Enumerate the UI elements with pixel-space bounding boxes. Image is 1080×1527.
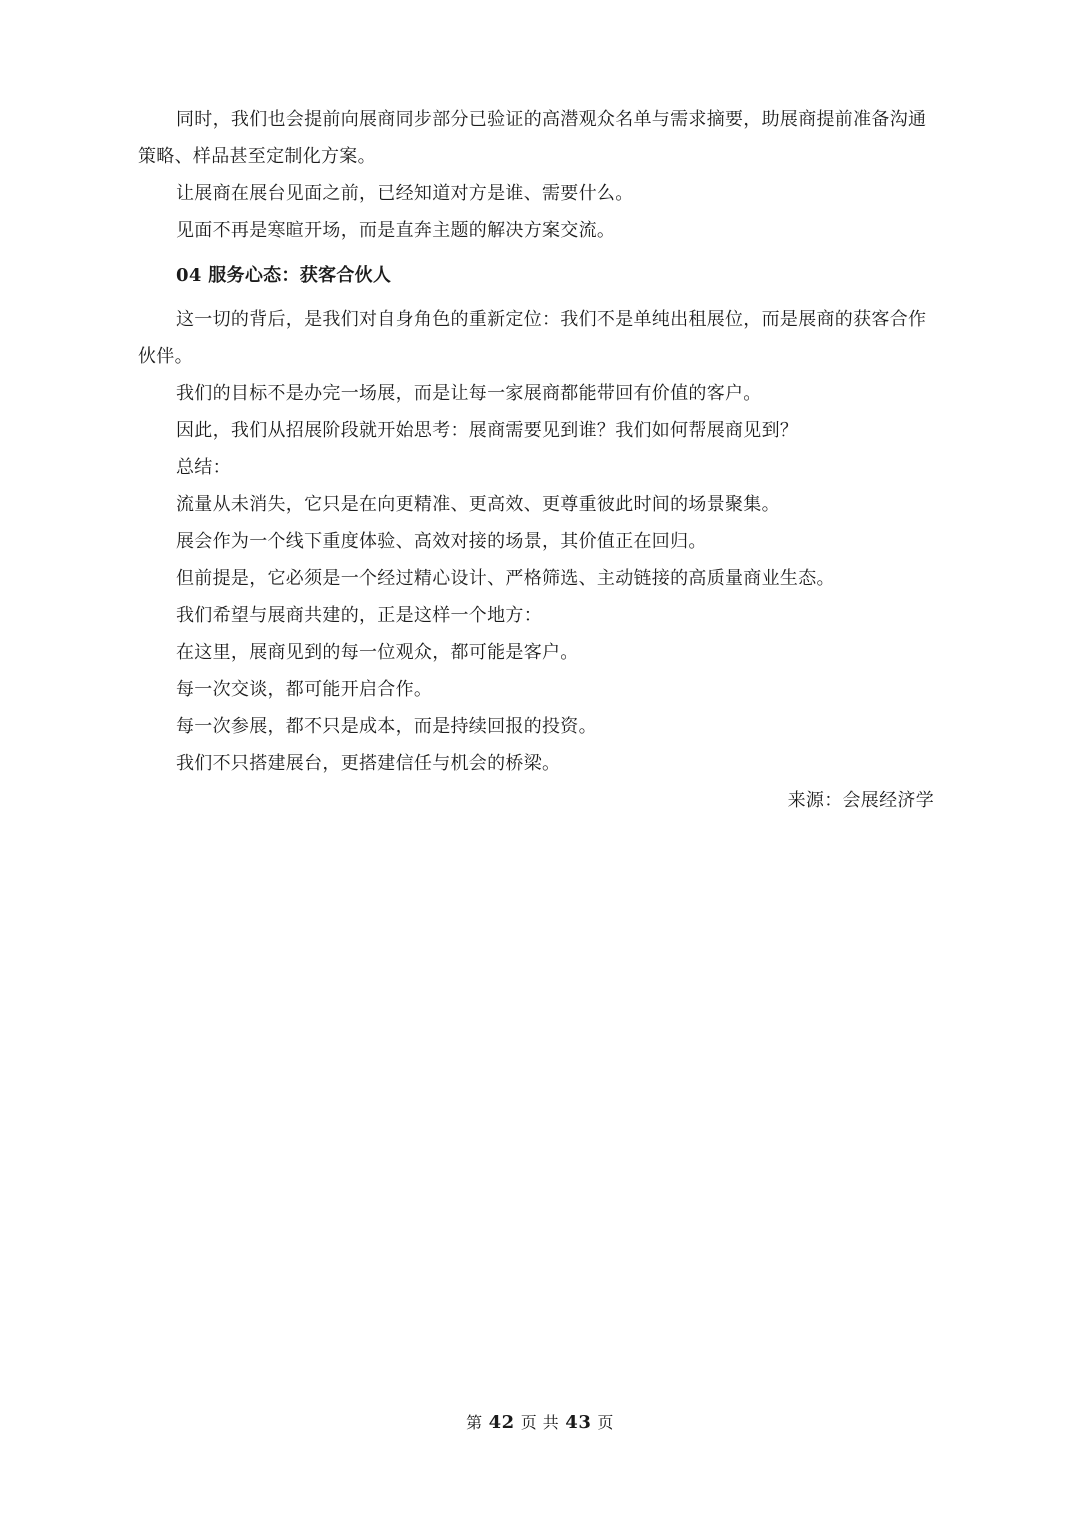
footer-middle: 页 共 — [520, 1413, 560, 1432]
paragraph: 这一切的背后，是我们对自身角色的重新定位：我们不是单纯出租展位，而是展商的获客合作伙伴。 — [138, 309, 927, 367]
paragraph: 我们不只搭建展台，更搭建信任与机会的桥梁。 — [176, 753, 561, 774]
source-attribution: 来源：会展经济学 — [787, 790, 934, 811]
paragraph: 同时，我们也会提前向展商同步部分已验证的高潜观众名单与需求摘要，助展商提前准备沟通策略、样品甚至定制化方案。 — [138, 109, 927, 167]
page-footer — [0, 1410, 1080, 1433]
paragraph: 在这里，展商见到的每一位观众，都可能是客户。 — [176, 642, 579, 663]
page-number: 42 — [488, 1412, 515, 1433]
paragraph: 展会作为一个线下重度体验、高效对接的场景，其价值正在回归。 — [176, 531, 707, 552]
page-content — [138, 101, 934, 819]
paragraph: 每一次参展，都不只是成本，而是持续回报的投资。 — [176, 716, 597, 737]
paragraph: 因此，我们从招展阶段就开始思考：展商需要见到谁？我们如何帮展商见到？ — [176, 420, 799, 441]
paragraph: 流量从未消失，它只是在向更精准、更高效、更尊重彼此时间的场景聚集。 — [176, 494, 780, 515]
total-pages: 43 — [565, 1412, 592, 1433]
footer-prefix: 第 — [466, 1413, 483, 1432]
paragraph: 让展商在展台见面之前，已经知道对方是谁、需要什么。 — [176, 183, 634, 204]
footer-suffix: 页 — [597, 1413, 614, 1432]
paragraph: 但前提是，它必须是一个经过精心设计、严格筛选、主动链接的高质量商业生态。 — [176, 568, 835, 589]
paragraph: 总结： — [176, 457, 231, 478]
paragraph: 每一次交谈，都可能开启合作。 — [176, 679, 433, 700]
section-heading: 04 服务心态：获客合伙人 — [176, 265, 392, 286]
paragraph: 我们希望与展商共建的，正是这样一个地方： — [176, 605, 542, 626]
paragraph: 我们的目标不是办完一场展，而是让每一家展商都能带回有价值的客户。 — [176, 383, 762, 404]
paragraph: 见面不再是寒暄开场，而是直奔主题的解决方案交流。 — [176, 220, 616, 241]
